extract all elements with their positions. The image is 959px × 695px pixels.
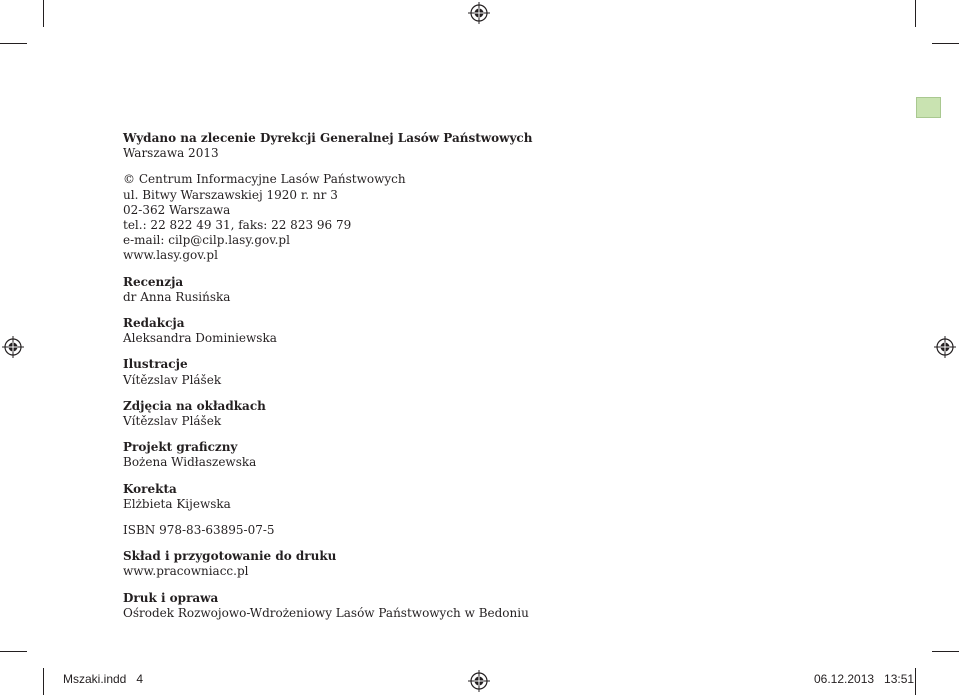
- street-address: ul. Bitwy Warszawskiej 1920 r. nr 3: [123, 187, 338, 202]
- typesetting-name: www.pracowniacc.pl: [123, 564, 249, 579]
- printing-name: Ośrodek Rozwojowo-Wdrożeniowy Lasów Państwowych w Bedoniu: [123, 605, 529, 620]
- website: www.lasy.gov.pl: [123, 248, 218, 263]
- crop-mark-bottom-right-vertical: [915, 668, 916, 695]
- isbn: ISBN 978-83-63895-07-5: [123, 523, 275, 538]
- design-label: Projekt graficzny: [123, 440, 238, 455]
- slug-datetime: 06.12.2013 13:51: [814, 672, 915, 686]
- cover-photos-block: [123, 399, 543, 429]
- color-swatch: [916, 97, 941, 118]
- proofreading-name: Elżbieta Kijewska: [123, 496, 231, 511]
- design-block: [123, 440, 543, 470]
- printing-block: [123, 591, 543, 621]
- isbn-block: [123, 523, 543, 538]
- email-address: e-mail: cilp@cilp.lasy.gov.pl: [123, 233, 290, 248]
- crop-mark-bottom-left-vertical: [43, 668, 44, 695]
- crop-mark-top-left-horizontal: [0, 43, 27, 44]
- registration-mark-top-icon: [468, 2, 490, 24]
- printing-label: Druk i oprawa: [123, 590, 219, 605]
- publisher-block: [123, 131, 543, 161]
- place-year: Warszawa 2013: [123, 146, 219, 161]
- editing-label: Redakcja: [123, 316, 185, 331]
- review-block: [123, 275, 543, 305]
- registration-mark-left-icon: [2, 336, 24, 358]
- publisher-heading: Wydano na zlecenie Dyrekcji Generalnej Lasów Państwowych: [123, 131, 533, 145]
- illustrations-block: [123, 357, 543, 387]
- cover-photos-name: Vítězslav Plášek: [123, 414, 222, 429]
- review-label: Recenzja: [123, 274, 184, 289]
- crop-mark-top-right-horizontal: [932, 43, 959, 44]
- crop-mark-top-left-vertical: [43, 0, 44, 27]
- proofreading-block: [123, 482, 543, 512]
- cover-photos-label: Zdjęcia na okładkach: [123, 398, 266, 413]
- typesetting-label: Skład i przygotowanie do druku: [123, 549, 337, 564]
- slug-file: Mszaki.indd 4: [63, 672, 144, 686]
- registration-mark-bottom-icon: [468, 670, 490, 692]
- contact-block: [123, 172, 543, 263]
- illustrations-label: Ilustracje: [123, 357, 188, 372]
- crop-mark-bottom-right-horizontal: [932, 651, 959, 652]
- design-name: Bożena Widłaszewska: [123, 455, 257, 470]
- registration-mark-right-icon: [934, 336, 956, 358]
- editing-block: [123, 316, 543, 346]
- crop-mark-top-right-vertical: [915, 0, 916, 27]
- illustrations-name: Vítězslav Plášek: [123, 372, 222, 387]
- postal-address: 02-362 Warszawa: [123, 202, 231, 217]
- editing-name: Aleksandra Dominiewska: [123, 331, 277, 346]
- colophon: [123, 131, 543, 632]
- phone-fax: tel.: 22 822 49 31, faks: 22 823 96 79: [123, 218, 352, 233]
- review-name: dr Anna Rusińska: [123, 289, 231, 304]
- crop-mark-bottom-left-horizontal: [0, 651, 27, 652]
- copyright-line: © Centrum Informacyjne Lasów Państwowych: [123, 172, 406, 187]
- typesetting-block: [123, 549, 543, 579]
- proofreading-label: Korekta: [123, 481, 177, 496]
